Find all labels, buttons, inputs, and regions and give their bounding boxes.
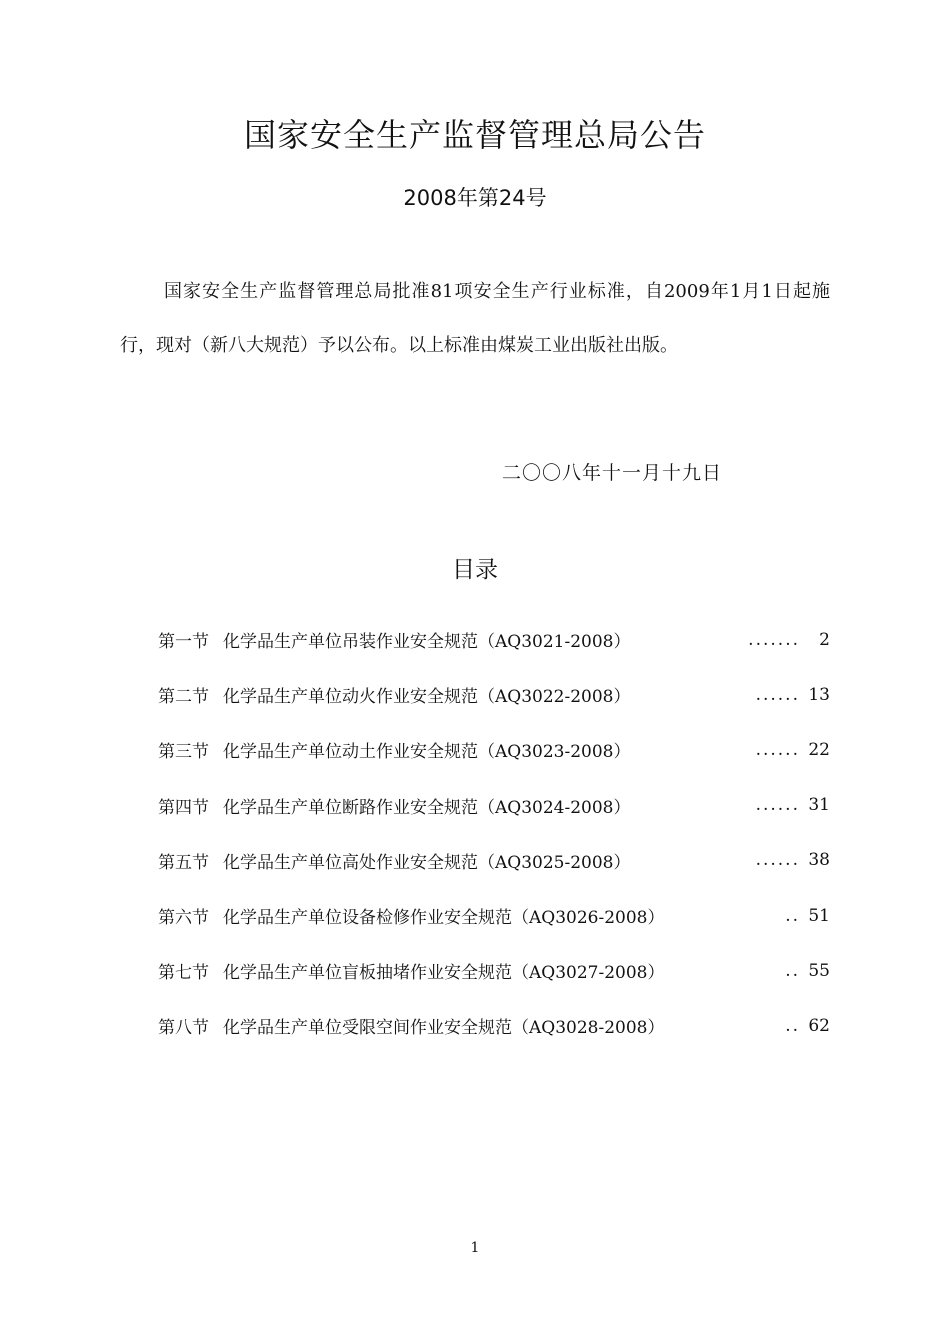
toc-leader-dots: ...... — [755, 795, 800, 816]
toc-section-label: 第五节 — [158, 852, 209, 873]
toc-item[interactable] — [158, 943, 830, 998]
toc-page-number: 22 — [808, 739, 830, 760]
toc-page-number: 55 — [808, 960, 830, 981]
toc-item[interactable] — [158, 833, 830, 888]
toc-leader-dots: ...... — [755, 739, 800, 760]
table-of-contents — [158, 612, 830, 1054]
toc-page-number: 31 — [808, 795, 830, 816]
toc-page-number: 13 — [808, 684, 830, 705]
toc-item-title: 化学品生产单位高处作业安全规范（AQ3025-2008） — [223, 852, 631, 873]
announcement-body: 国家安全生产监督管理总局批准81项安全生产行业标准，自2009年1月1日起施行，现对（新八大规范）予以公布。以上标准由煤炭工业出版社出版。 — [120, 281, 830, 356]
toc-item-title: 化学品生产单位吊装作业安全规范（AQ3021-2008） — [223, 632, 631, 653]
toc-leader-dots: .. — [785, 905, 800, 926]
toc-section-label: 第七节 — [158, 963, 209, 984]
toc-item[interactable] — [158, 998, 830, 1053]
toc-section-label: 第八节 — [158, 1018, 209, 1039]
toc-item-title: 化学品生产单位动土作业安全规范（AQ3023-2008） — [223, 742, 631, 763]
toc-leader-dots: ....... — [748, 629, 800, 650]
toc-page-number: 2 — [819, 629, 830, 650]
toc-item[interactable] — [158, 722, 830, 777]
toc-leader-dots: .. — [785, 1015, 800, 1036]
toc-section-label: 第三节 — [158, 742, 209, 763]
document-subtitle: 2008年第24号 — [403, 186, 547, 210]
page-number: 1 — [470, 1240, 480, 1256]
toc-item[interactable] — [158, 888, 830, 943]
toc-item-title: 化学品生产单位盲板抽堵作业安全规范（AQ3027-2008） — [223, 963, 665, 984]
toc-page-number: 51 — [808, 905, 830, 926]
toc-item[interactable] — [158, 778, 830, 833]
toc-item-title: 化学品生产单位动火作业安全规范（AQ3022-2008） — [223, 687, 631, 708]
toc-leader-dots: ...... — [755, 684, 800, 705]
toc-section-label: 第四节 — [158, 797, 209, 818]
toc-page-number: 62 — [808, 1015, 830, 1036]
toc-section-label: 第一节 — [158, 632, 209, 653]
toc-section-label: 第六节 — [158, 908, 209, 929]
toc-item[interactable] — [158, 612, 830, 667]
toc-section-label: 第二节 — [158, 687, 209, 708]
toc-item-title: 化学品生产单位设备检修作业安全规范（AQ3026-2008） — [223, 908, 665, 929]
toc-page-number: 38 — [808, 850, 830, 871]
toc-item-title: 化学品生产单位受限空间作业安全规范（AQ3028-2008） — [223, 1018, 665, 1039]
document-title: 国家安全生产监督管理总局公告 — [243, 116, 706, 154]
issue-date: 二〇〇八年十一月十九日 — [502, 462, 723, 484]
toc-item-title: 化学品生产单位断路作业安全规范（AQ3024-2008） — [223, 797, 631, 818]
toc-leader-dots: ...... — [755, 850, 800, 871]
toc-heading: 目录 — [452, 557, 498, 583]
toc-item[interactable] — [158, 667, 830, 722]
toc-leader-dots: .. — [785, 960, 800, 981]
